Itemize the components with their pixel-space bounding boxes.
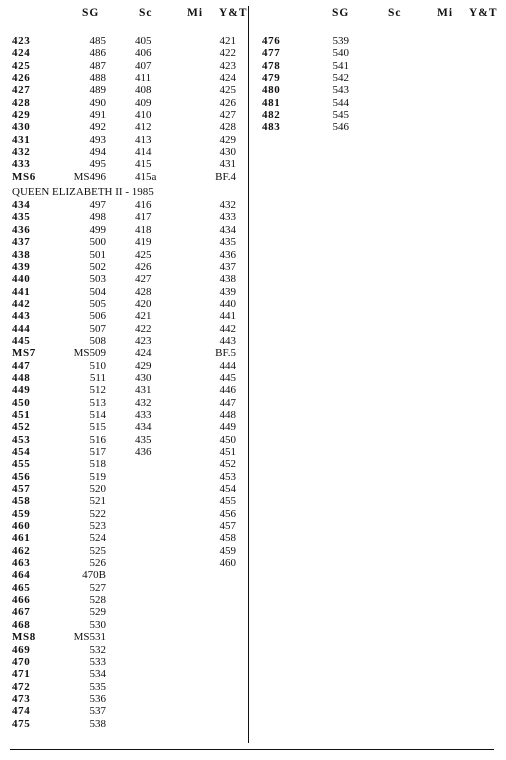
- cell-yt: 426: [219, 96, 236, 109]
- table-row: [12, 121, 244, 133]
- cell-sc: 426: [135, 260, 152, 273]
- cell-sc: 406: [135, 47, 152, 60]
- cell-yt: 451: [219, 446, 236, 458]
- header-sg: SG: [82, 7, 100, 19]
- cell-num: 464: [12, 569, 31, 582]
- cell-yt: 442: [219, 322, 236, 335]
- cell-sc: 425: [135, 248, 152, 261]
- cell-yt: BF.5: [215, 347, 236, 360]
- cell-num: 465: [12, 581, 31, 594]
- table-row: [12, 347, 244, 359]
- cell-yt: 454: [219, 483, 236, 496]
- cell-sg: 490: [89, 96, 106, 109]
- cell-sg: 539: [332, 35, 349, 47]
- table-row: [12, 705, 244, 717]
- left-table-block-1: [12, 35, 244, 183]
- cell-sc: 413: [135, 133, 152, 146]
- cell-num: 473: [12, 692, 31, 705]
- header-spacer: [262, 22, 502, 35]
- cell-yt: 434: [219, 223, 236, 236]
- cell-sg: 489: [89, 84, 106, 97]
- cell-num: 475: [12, 717, 31, 730]
- table-row: [12, 446, 244, 458]
- cell-num: 428: [12, 96, 31, 109]
- cell-sc: 420: [135, 297, 152, 310]
- table-row: [12, 323, 244, 335]
- cell-num: 460: [12, 520, 31, 533]
- table-row: [12, 199, 244, 211]
- cell-sc: 412: [135, 121, 152, 134]
- cell-sg: 520: [89, 483, 106, 496]
- cell-yt: 452: [219, 458, 236, 471]
- table-row: [12, 458, 244, 470]
- cell-sg: 510: [89, 359, 106, 372]
- header-sg: SG: [332, 7, 350, 19]
- cell-yt: 440: [219, 297, 236, 310]
- right-column: [262, 6, 502, 134]
- cell-sg: 505: [89, 297, 106, 310]
- cell-yt: 457: [219, 520, 236, 533]
- cell-sc: 411: [135, 72, 152, 85]
- table-row: [12, 508, 244, 520]
- cell-num: 445: [12, 334, 31, 347]
- cell-sg: 495: [89, 158, 106, 171]
- section-title: QUEEN ELIZABETH II - 1985: [12, 186, 154, 199]
- cell-sc: 410: [135, 109, 152, 122]
- cell-yt: 432: [219, 199, 236, 212]
- cell-sg: 532: [89, 643, 106, 656]
- cell-num: 425: [12, 59, 31, 72]
- cell-num: 467: [12, 606, 31, 619]
- cell-sg: 494: [89, 146, 106, 159]
- cell-yt: 453: [219, 470, 236, 483]
- cell-num: 436: [12, 223, 31, 236]
- cell-sg: 545: [332, 109, 349, 122]
- table-row: [12, 520, 244, 532]
- table-row: [12, 47, 244, 59]
- cell-sc: 423: [135, 334, 152, 347]
- cell-num: 459: [12, 507, 31, 520]
- cell-sc: 417: [135, 211, 152, 224]
- cell-yt: 441: [219, 310, 236, 323]
- cell-num: 471: [12, 668, 31, 681]
- cell-yt: 450: [219, 433, 236, 446]
- table-row: [12, 718, 244, 730]
- cell-num: 468: [12, 618, 31, 631]
- table-row: [12, 84, 244, 96]
- cell-sc: 405: [135, 35, 152, 47]
- cell-num: 429: [12, 109, 31, 122]
- table-row: [12, 310, 244, 322]
- cell-sc: 433: [135, 408, 152, 421]
- cell-sg: 542: [332, 72, 349, 85]
- cell-sg: 493: [89, 133, 106, 146]
- table-row: [12, 224, 244, 236]
- cell-sg: MS496: [73, 170, 106, 183]
- cell-yt: 459: [219, 544, 236, 557]
- cell-sg: 485: [89, 35, 106, 47]
- table-row: [12, 298, 244, 310]
- cell-sg: 533: [89, 655, 106, 668]
- table-row: [262, 72, 502, 84]
- table-row: [12, 360, 244, 372]
- cell-num: 477: [262, 47, 281, 60]
- left-column: [12, 6, 248, 730]
- cell-num: 457: [12, 483, 31, 496]
- cell-num: 479: [262, 72, 281, 85]
- cell-sg: 529: [89, 606, 106, 619]
- cell-sc: 424: [135, 347, 152, 360]
- cell-sc: 421: [135, 310, 152, 323]
- table-row: [12, 606, 244, 618]
- cell-num: 444: [12, 322, 31, 335]
- cell-sg: 517: [89, 446, 106, 458]
- table-row: [262, 121, 502, 133]
- cell-num: 456: [12, 470, 31, 483]
- cell-sc: 407: [135, 59, 152, 72]
- cell-num: MS6: [12, 170, 36, 183]
- cell-yt: 449: [219, 421, 236, 434]
- table-row: [12, 249, 244, 261]
- cell-sg: 522: [89, 507, 106, 520]
- bottom-rule: [10, 749, 494, 750]
- cell-num: 449: [12, 384, 31, 397]
- cell-num: 458: [12, 495, 31, 508]
- table-row: [12, 532, 244, 544]
- cell-num: 426: [12, 72, 31, 85]
- table-row: [12, 471, 244, 483]
- cell-sg: 492: [89, 121, 106, 134]
- cell-sg: 519: [89, 470, 106, 483]
- cell-sc: 415a: [135, 170, 157, 183]
- cell-num: 453: [12, 433, 31, 446]
- cell-yt: 438: [219, 273, 236, 286]
- cell-sg: 524: [89, 532, 106, 545]
- table-row: [12, 644, 244, 656]
- cell-num: 423: [12, 35, 31, 47]
- cell-sg: 540: [332, 47, 349, 60]
- table-row: [12, 72, 244, 84]
- cell-sg: 502: [89, 260, 106, 273]
- table-row: [262, 47, 502, 59]
- table-row: [12, 582, 244, 594]
- cell-sg: 536: [89, 692, 106, 705]
- cell-num: 474: [12, 705, 31, 718]
- cell-sg: 516: [89, 433, 106, 446]
- table-row: [12, 372, 244, 384]
- cell-num: 424: [12, 47, 31, 60]
- cell-sg: 546: [332, 121, 349, 134]
- cell-num: 443: [12, 310, 31, 323]
- cell-sg: 527: [89, 581, 106, 594]
- cell-num: 440: [12, 273, 31, 286]
- table-row: [262, 97, 502, 109]
- table-row: [12, 109, 244, 121]
- table-row: [12, 409, 244, 421]
- cell-num: 470: [12, 655, 31, 668]
- table-row: [12, 146, 244, 158]
- header-spacer: [12, 22, 244, 35]
- cell-sc: 422: [135, 322, 152, 335]
- cell-num: 472: [12, 680, 31, 693]
- cell-yt: 421: [219, 35, 236, 47]
- cell-sg: 487: [89, 59, 106, 72]
- table-row: [12, 335, 244, 347]
- cell-sc: 428: [135, 285, 152, 298]
- cell-sg: 525: [89, 544, 106, 557]
- cell-sg: 512: [89, 384, 106, 397]
- cell-num: 462: [12, 544, 31, 557]
- cell-num: 447: [12, 359, 31, 372]
- cell-yt: 422: [219, 47, 236, 60]
- cell-yt: 447: [219, 396, 236, 409]
- cell-sg: 488: [89, 72, 106, 85]
- cell-sg: 506: [89, 310, 106, 323]
- table-row: [12, 693, 244, 705]
- cell-sc: 416: [135, 199, 152, 212]
- cell-sg: 511: [89, 371, 106, 384]
- table-row: [12, 656, 244, 668]
- header-sc: Sc: [388, 7, 402, 19]
- cell-num: 478: [262, 59, 281, 72]
- cell-sg: 528: [89, 594, 106, 607]
- cell-yt: 445: [219, 371, 236, 384]
- cell-sg: 507: [89, 322, 106, 335]
- cell-yt: 460: [219, 557, 236, 570]
- table-row: [262, 35, 502, 47]
- cell-sg: 499: [89, 223, 106, 236]
- cell-num: 483: [262, 121, 281, 134]
- header-mi: Mi: [187, 7, 204, 19]
- cell-sg: 530: [89, 618, 106, 631]
- cell-yt: 455: [219, 495, 236, 508]
- table-row: [12, 397, 244, 409]
- header-sc: Sc: [139, 7, 153, 19]
- cell-yt: 429: [219, 133, 236, 146]
- cell-yt: 444: [219, 359, 236, 372]
- cell-num: 438: [12, 248, 31, 261]
- cell-sg: 470B: [82, 569, 106, 582]
- table-row: [12, 495, 244, 507]
- cell-yt: 423: [219, 59, 236, 72]
- table-row: [12, 594, 244, 606]
- table-row: [262, 84, 502, 96]
- table-row: [12, 569, 244, 581]
- cell-sc: 436: [135, 446, 152, 458]
- cell-sc: 427: [135, 273, 152, 286]
- cell-yt: 433: [219, 211, 236, 224]
- cell-num: 430: [12, 121, 31, 134]
- cell-num: 448: [12, 371, 31, 384]
- cell-num: 450: [12, 396, 31, 409]
- cell-num: 451: [12, 408, 31, 421]
- cell-sg: 523: [89, 520, 106, 533]
- right-column-header: [262, 6, 502, 22]
- table-row: [12, 384, 244, 396]
- cell-sg: 513: [89, 396, 106, 409]
- cell-yt: 458: [219, 532, 236, 545]
- table-row: [12, 631, 244, 643]
- cell-sg: 534: [89, 668, 106, 681]
- table-row: [12, 97, 244, 109]
- cell-sc: 429: [135, 359, 152, 372]
- cell-num: 437: [12, 236, 31, 249]
- table-row: [12, 483, 244, 495]
- cell-num: 431: [12, 133, 31, 146]
- cell-sg: 503: [89, 273, 106, 286]
- header-yt: Y&T: [469, 7, 498, 19]
- table-row: [12, 557, 244, 569]
- cell-num: 439: [12, 260, 31, 273]
- cell-sc: 432: [135, 396, 152, 409]
- cell-yt: 431: [219, 158, 236, 171]
- cell-yt: 456: [219, 507, 236, 520]
- table-row: [12, 421, 244, 433]
- cell-yt: 437: [219, 260, 236, 273]
- cell-sg: 544: [332, 96, 349, 109]
- table-row: [12, 261, 244, 273]
- cell-yt: 446: [219, 384, 236, 397]
- table-row: [12, 211, 244, 223]
- cell-num: 435: [12, 211, 31, 224]
- cell-yt: 436: [219, 248, 236, 261]
- cell-num: 481: [262, 96, 281, 109]
- cell-yt: 439: [219, 285, 236, 298]
- table-row: [12, 619, 244, 631]
- table-row: [12, 286, 244, 298]
- cell-num: 434: [12, 199, 31, 212]
- cell-sg: MS531: [73, 631, 106, 644]
- table-row: [12, 273, 244, 285]
- cell-sg: 514: [89, 408, 106, 421]
- cell-num: 452: [12, 421, 31, 434]
- table-row: [262, 109, 502, 121]
- table-row: [12, 134, 244, 146]
- cell-sg: 498: [89, 211, 106, 224]
- table-row: [12, 681, 244, 693]
- cell-yt: 443: [219, 334, 236, 347]
- cell-num: 427: [12, 84, 31, 97]
- cell-num: 482: [262, 109, 281, 122]
- cell-num: 480: [262, 84, 281, 97]
- cell-sg: 518: [89, 458, 106, 471]
- cell-sc: 435: [135, 433, 152, 446]
- left-table-block-2: [12, 199, 244, 730]
- left-column-header: [12, 6, 248, 22]
- cell-num: MS7: [12, 347, 36, 360]
- cell-sg: 537: [89, 705, 106, 718]
- cell-sc: 431: [135, 384, 152, 397]
- cell-yt: 435: [219, 236, 236, 249]
- cell-sg: 521: [89, 495, 106, 508]
- cell-sg: 501: [89, 248, 106, 261]
- cell-yt: 425: [219, 84, 236, 97]
- cell-num: 466: [12, 594, 31, 607]
- cell-num: 432: [12, 146, 31, 159]
- cell-yt: BF.4: [215, 170, 236, 183]
- header-yt: Y&T: [219, 7, 248, 19]
- cell-yt: 427: [219, 109, 236, 122]
- cell-num: 441: [12, 285, 31, 298]
- cell-sg: 515: [89, 421, 106, 434]
- cell-sg: 535: [89, 680, 106, 693]
- cell-yt: 424: [219, 72, 236, 85]
- cell-sc: 415: [135, 158, 152, 171]
- table-row: [262, 60, 502, 72]
- cell-yt: 428: [219, 121, 236, 134]
- cell-sg: 541: [332, 59, 349, 72]
- cell-sg: MS509: [73, 347, 106, 360]
- table-row: [12, 35, 244, 47]
- cell-num: 476: [262, 35, 281, 47]
- cell-sg: 497: [89, 199, 106, 212]
- table-row: [12, 171, 244, 183]
- table-row: [12, 668, 244, 680]
- column-divider: [248, 6, 249, 743]
- cell-sc: 419: [135, 236, 152, 249]
- cell-num: 463: [12, 557, 31, 570]
- cell-sc: 409: [135, 96, 152, 109]
- cell-sc: 408: [135, 84, 152, 97]
- header-mi: Mi: [437, 7, 454, 19]
- cell-sc: 414: [135, 146, 152, 159]
- cell-sg: 526: [89, 557, 106, 570]
- cell-num: 455: [12, 458, 31, 471]
- cell-yt: 448: [219, 408, 236, 421]
- table-row: [12, 158, 244, 170]
- cell-num: 461: [12, 532, 31, 545]
- cell-num: MS8: [12, 631, 36, 644]
- cell-sg: 508: [89, 334, 106, 347]
- table-row: [12, 545, 244, 557]
- table-row: [12, 60, 244, 72]
- cell-sg: 504: [89, 285, 106, 298]
- cell-sg: 486: [89, 47, 106, 60]
- cell-num: 442: [12, 297, 31, 310]
- cell-yt: 430: [219, 146, 236, 159]
- cell-num: 433: [12, 158, 31, 171]
- cell-sc: 418: [135, 223, 152, 236]
- cell-sg: 543: [332, 84, 349, 97]
- cell-sg: 500: [89, 236, 106, 249]
- cell-num: 469: [12, 643, 31, 656]
- cell-sg: 538: [89, 717, 106, 730]
- cell-num: 454: [12, 446, 31, 458]
- cell-sc: 434: [135, 421, 152, 434]
- table-row: [12, 434, 244, 446]
- table-row: [12, 236, 244, 248]
- cell-sg: 491: [89, 109, 106, 122]
- right-table-block: [262, 35, 502, 134]
- cell-sc: 430: [135, 371, 152, 384]
